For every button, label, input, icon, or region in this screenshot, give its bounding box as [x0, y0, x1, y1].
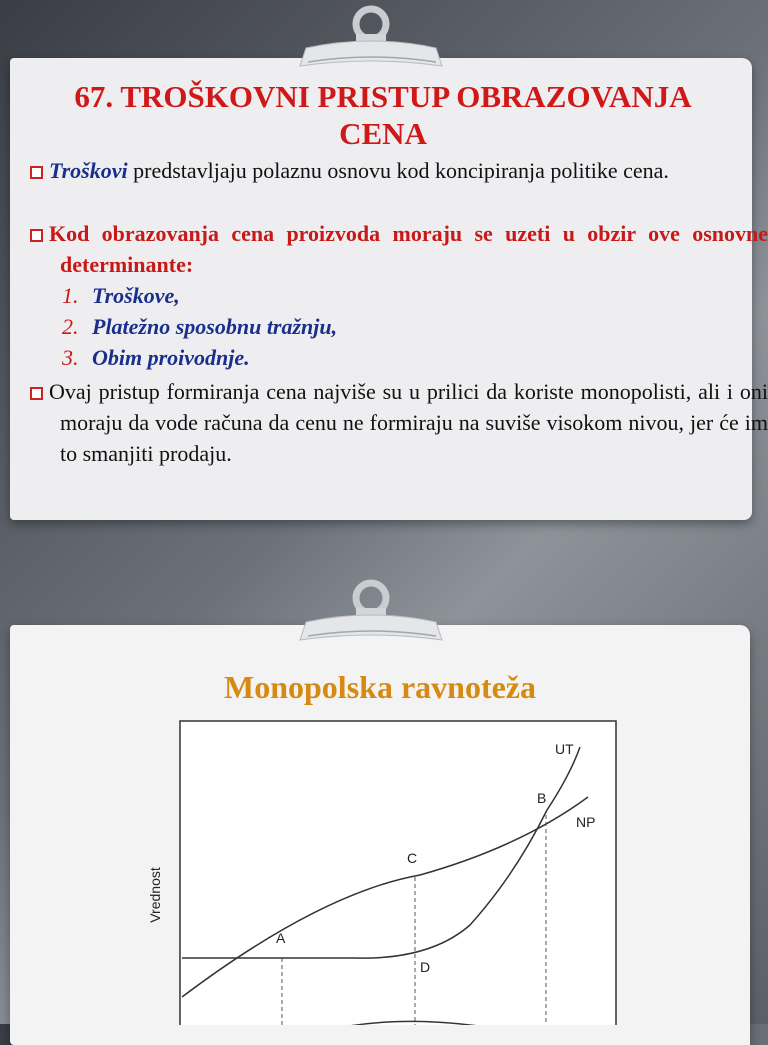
slide-monopolska-ravnoteza [10, 625, 750, 1045]
checkbox-bullet-icon [30, 387, 43, 400]
chart-frame [180, 721, 616, 1025]
y-axis-label: Vrednost [147, 867, 163, 923]
paragraph-text: Ovaj pristup formiranja cena najviše su u prilici da koriste monopolisti, ali i oni moraju da vode računa da cenu ne formiraju na suviše visokom nivou, jer će im to smanjiti prodaju. [49, 379, 768, 466]
label-d: D [420, 959, 431, 975]
paragraph-determinante [30, 218, 768, 280]
paper-clip-icon [296, 4, 456, 74]
keyword-troskovi: Troškovi [49, 158, 128, 183]
list-item: 1. Troškove, [62, 283, 180, 308]
label-c: C [407, 850, 418, 866]
paragraph-monopolisti [30, 376, 768, 469]
label-np: NP [576, 814, 596, 830]
slide-troskovni-pristup [10, 58, 768, 520]
checkbox-bullet-icon [30, 229, 43, 242]
determinants-list [62, 280, 337, 373]
label-b: B [537, 790, 547, 806]
slide-title: 67. TROŠKOVNI PRISTUP OBRAZOVANJA CENA [74, 79, 692, 151]
list-item: 3. Obim proivodnje. [62, 345, 250, 370]
label-ut: UT [555, 741, 574, 757]
paper-clip-icon [296, 578, 456, 648]
list-item: 2. Platežno sposobnu tražnju, [62, 314, 338, 339]
paragraph-text: predstavljaju polaznu osnovu kod koncipiranja politike cena. [127, 158, 669, 183]
label-a: A [276, 930, 286, 946]
paragraph-troskovi [30, 155, 768, 186]
checkbox-bullet-icon [30, 166, 43, 179]
slide-title: Monopolska ravnoteža [224, 669, 536, 705]
paragraph-text: Kod obrazovanja cena proizvoda moraju se uzeti u obzir ove osnovne determinante: [49, 221, 768, 277]
monopoly-chart [10, 625, 750, 1025]
